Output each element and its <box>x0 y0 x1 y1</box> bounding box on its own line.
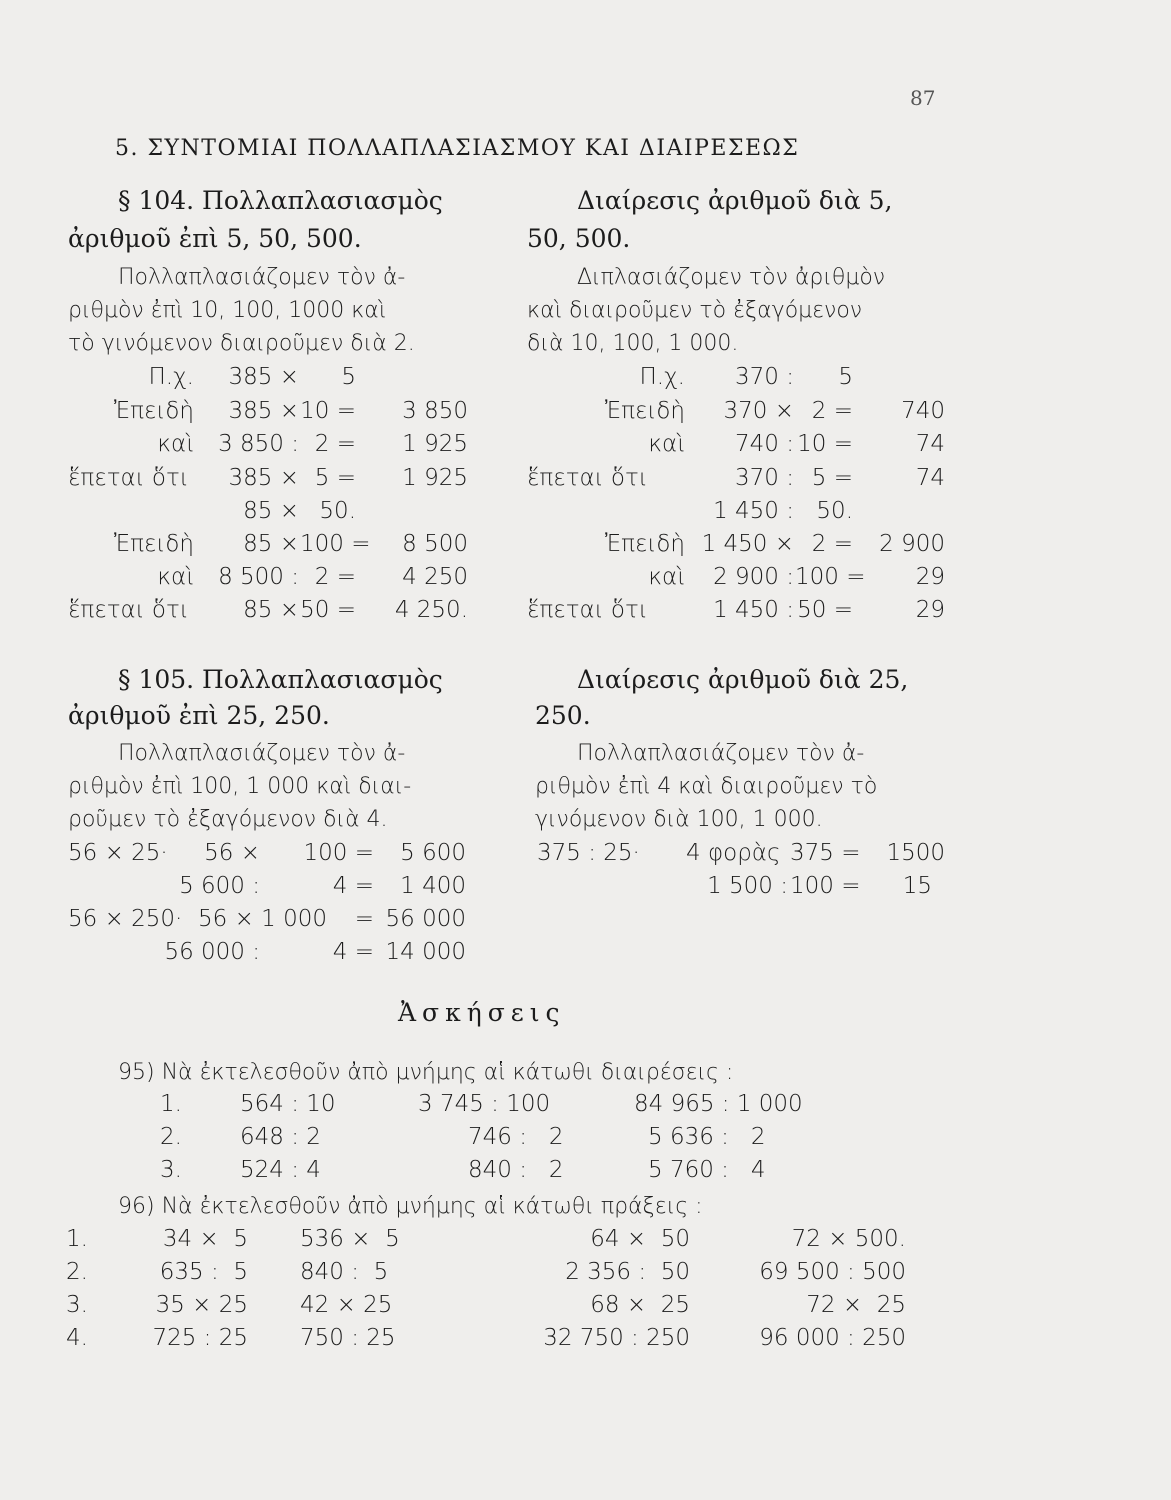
s105-text-right-3: γινόμενον διὰ 100, 1 000. <box>535 807 823 832</box>
s104-heading-right-2: 50, 500. <box>527 224 631 253</box>
s104-text-left-1: Πολλαπλασιάζομεν τὸν ἀ- <box>118 265 406 290</box>
s104-text-right-1: Διπλασιάζομεν τὸν ἀριθμὸν <box>577 265 886 290</box>
s104-heading-right-1: Διαίρεσις ἀριθμοῦ διὰ 5, <box>577 186 893 215</box>
chapter-title: 5. ΣΥΝΤΟΜΙΑΙ ΠΟΛΛΑΠΛΑΣΙΑΣΜΟΥ ΚΑΙ ΔΙΑΙΡΕΣΕΩΣ <box>115 136 800 161</box>
s105-text-left-3: ροῦμεν τὸ ἐξαγόμενον διὰ 4. <box>68 807 388 832</box>
exercise-96-prompt: 96) Νὰ ἐκτελεσθοῦν ἀπὸ μνήμης αἱ κάτωθι πράξεις : <box>118 1194 703 1219</box>
s104-text-left-2: ριθμὸν ἐπὶ 10, 100, 1000 καὶ <box>68 298 387 323</box>
exercises-heading: Ἀσκήσεις <box>398 998 566 1027</box>
s105-heading-left-1: § 105. Πολλαπλασιασμὸς <box>118 665 443 694</box>
s105-heading-right-1: Διαίρεσις ἀριθμοῦ διὰ 25, <box>577 665 909 694</box>
exercise-95-prompt: 95) Νὰ ἐκτελεσθοῦν ἀπὸ μνήμης αἱ κάτωθι διαιρέσεις : <box>118 1060 734 1085</box>
page-number: 87 <box>910 86 936 110</box>
s105-heading-left-2: ἀριθμοῦ ἐπὶ 25, 250. <box>68 701 330 730</box>
s104-heading-left-1: § 104. Πολλαπλασιασμὸς <box>118 186 443 215</box>
s104-text-left-3: τὸ γινόμενον διαιροῦμεν διὰ 2. <box>68 331 415 356</box>
s105-text-left-1: Πολλαπλασιάζομεν τὸν ἀ- <box>118 741 406 766</box>
s104-text-right-3: διὰ 10, 100, 1 000. <box>527 331 739 356</box>
s104-heading-left-2: ἀριθμοῦ ἐπὶ 5, 50, 500. <box>68 224 362 253</box>
s105-text-right-2: ριθμὸν ἐπὶ 4 καὶ διαιροῦμεν τὸ <box>535 774 878 799</box>
s105-text-left-2: ριθμὸν ἐπὶ 100, 1 000 καὶ διαι- <box>68 774 412 799</box>
s105-text-right-1: Πολλαπλασιάζομεν τὸν ἀ- <box>577 741 865 766</box>
s104-text-right-2: καὶ διαιροῦμεν τὸ ἐξαγόμενον <box>527 298 863 323</box>
s105-heading-right-2: 250. <box>535 701 591 730</box>
